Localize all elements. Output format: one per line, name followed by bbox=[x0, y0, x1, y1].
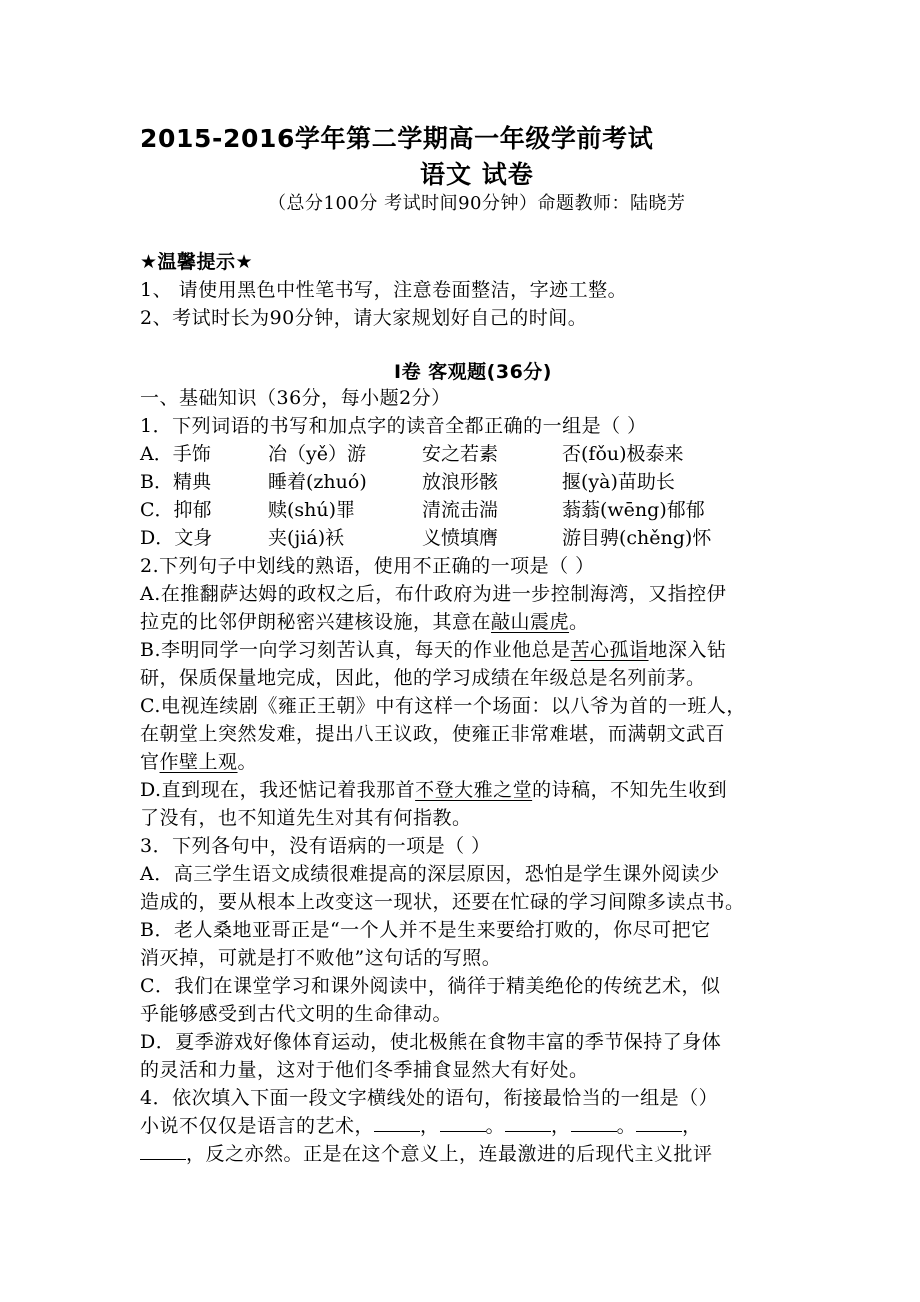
q2-d-end: 的诗稿，不知先生收到 bbox=[532, 779, 728, 801]
q2-a-line-2 bbox=[140, 608, 589, 636]
notice-item-2: 2、考试时长为90分钟，请大家规划好自己的时间。 bbox=[140, 307, 588, 329]
blank-6 bbox=[140, 1141, 186, 1160]
q2-b-line-1 bbox=[140, 636, 727, 664]
q4-sep-3: ， bbox=[551, 1115, 571, 1137]
q1-c-2: 赎(shú)罪 bbox=[268, 499, 356, 521]
q1-a-4: 否(fǒu)极泰来 bbox=[562, 443, 684, 465]
q2-b-text: B.李明同学一向学习刻苦认真，每天的作业他总是 bbox=[140, 639, 571, 661]
q2-a-text: 拉克的比邻伊朗秘密兴建核设施，其意在 bbox=[140, 611, 492, 633]
part-title: 一、基础知识（36分，每小题2分） bbox=[140, 387, 451, 409]
q1-b-1: B．精典 bbox=[140, 471, 211, 493]
q2-b-idiom: 苦心孤诣 bbox=[570, 639, 649, 661]
q4-sep-1: ， bbox=[420, 1115, 440, 1137]
q2-b-end: 地深入钻 bbox=[648, 639, 727, 661]
blank-1 bbox=[374, 1113, 420, 1132]
q1-c-3: 清流击湍 bbox=[422, 499, 499, 521]
q4-passage-cont: ，反之亦然。正是在这个意义上，连最激进的后现代主义批评 bbox=[186, 1143, 713, 1165]
q1-a-3: 安之若素 bbox=[422, 443, 499, 465]
q4-sep-2: 。 bbox=[485, 1115, 506, 1137]
q2-a-end: 。 bbox=[569, 611, 589, 633]
q2-c-line-1: C.电视连续剧《雍正王朝》中有这样一个场面：以八爷为首的一班人， bbox=[140, 695, 746, 717]
q1-d-4: 游目骋(chěng)怀 bbox=[562, 527, 712, 549]
q4-passage-line-2 bbox=[140, 1140, 713, 1168]
q3-a-line-1: A．高三学生语文成绩很难提高的深层原因，恐怕是学生课外阅读少 bbox=[140, 863, 720, 885]
q1-a-1: A．手饰 bbox=[140, 443, 211, 465]
q2-c-line-3 bbox=[140, 748, 257, 776]
q3-c-line-1: C．我们在课堂学习和课外阅读中，徜徉于精美绝伦的传统艺术，似 bbox=[140, 975, 721, 997]
q2-d-line-1 bbox=[140, 776, 727, 804]
q2-b-line-2: 研，保质保量地完成，因此，他的学习成绩在年级总是名列前茅。 bbox=[140, 667, 706, 689]
q3-c-line-2: 乎能够感受到古代文明的生命律动。 bbox=[140, 1003, 453, 1025]
q2-d-line-2: 了没有，也不知道先生对其有何指教。 bbox=[140, 807, 472, 829]
blank-5 bbox=[636, 1113, 682, 1132]
q3-stem: 3．下列各句中，没有语病的一项是（ ） bbox=[140, 835, 491, 857]
q2-a-idiom: 敲山震虎 bbox=[491, 611, 570, 633]
q1-d-3: 义愤填膺 bbox=[422, 527, 499, 549]
q2-c-text: 官 bbox=[140, 751, 160, 773]
q3-d-line-2: 的灵活和力量，这对于他们冬季捕食显然大有好处。 bbox=[140, 1059, 589, 1081]
q1-d-1: D．文身 bbox=[140, 527, 213, 549]
exam-info: （总分100分 考试时间90分钟）命题教师：陆晓芳 bbox=[268, 193, 686, 214]
q1-stem: 1．下列词语的书写和加点字的读音全都正确的一组是（ ） bbox=[140, 415, 647, 437]
q2-c-idiom: 作壁上观 bbox=[159, 751, 238, 773]
q2-a-line-1: A.在推翻萨达姆的政权之后，布什政府为进一步控制海湾，又指控伊 bbox=[140, 583, 727, 605]
q1-d-2: 夹(jiá)袄 bbox=[268, 527, 345, 549]
exam-subtitle: 语文 试卷 bbox=[420, 160, 534, 189]
q4-sep-5: ， bbox=[682, 1115, 702, 1137]
q1-b-3: 放浪形骸 bbox=[422, 471, 499, 493]
q3-a-line-2: 造成的，要从根本上改变这一现状，还要在忙碌的学习间隙多读点书。 bbox=[140, 891, 745, 913]
q2-d-idiom: 不登大雅之堂 bbox=[415, 779, 533, 801]
q4-passage-line-1 bbox=[140, 1112, 702, 1140]
q2-d-text: D.直到现在，我还惦记着我那首 bbox=[140, 779, 416, 801]
q4-passage-text: 小说不仅仅是语言的艺术， bbox=[140, 1115, 375, 1137]
q4-sep-4: 。 bbox=[616, 1115, 637, 1137]
exam-title: 2015-2016学年第二学期高一年级学前考试 bbox=[140, 124, 654, 153]
q3-b-line-1: B．老人桑地亚哥正是“一个人并不是生来要给打败的，你尽可把它 bbox=[140, 919, 711, 941]
notice-title: ★温馨提示★ bbox=[140, 251, 254, 273]
q1-b-2: 睡着(zhuó) bbox=[268, 471, 367, 493]
q3-b-line-2: 消灭掉，可就是打不败他”这句话的写照。 bbox=[140, 947, 502, 969]
q1-c-1: C．抑郁 bbox=[140, 499, 212, 521]
section-title: Ⅰ卷 客观题(36分) bbox=[394, 361, 552, 383]
q1-a-2: 冶（yě）游 bbox=[268, 443, 366, 465]
q2-c-end: 。 bbox=[237, 751, 258, 773]
q4-stem: 4．依次填入下面一段文字横线处的语句，衔接最恰当的一组是（） bbox=[140, 1087, 719, 1109]
q1-c-4: 蓊蓊(wēng)郁郁 bbox=[562, 499, 705, 521]
notice-item-1: 1、 请使用黑色中性笔书写，注意卷面整洁，字迹工整。 bbox=[140, 279, 628, 301]
blank-4 bbox=[571, 1113, 617, 1132]
q3-d-line-1: D．夏季游戏好像体育运动，使北极熊在食物丰富的季节保持了身体 bbox=[140, 1031, 722, 1053]
q1-b-4: 揠(yà)苗助长 bbox=[562, 471, 675, 493]
blank-3 bbox=[505, 1113, 551, 1132]
blank-2 bbox=[440, 1113, 486, 1132]
q2-stem: 2.下列句子中划线的熟语，使用不正确的一项是（ ） bbox=[140, 555, 595, 577]
q2-c-line-2: 在朝堂上突然发难，提出八王议政，使雍正非常难堪，而满朝文武百 bbox=[140, 723, 726, 745]
